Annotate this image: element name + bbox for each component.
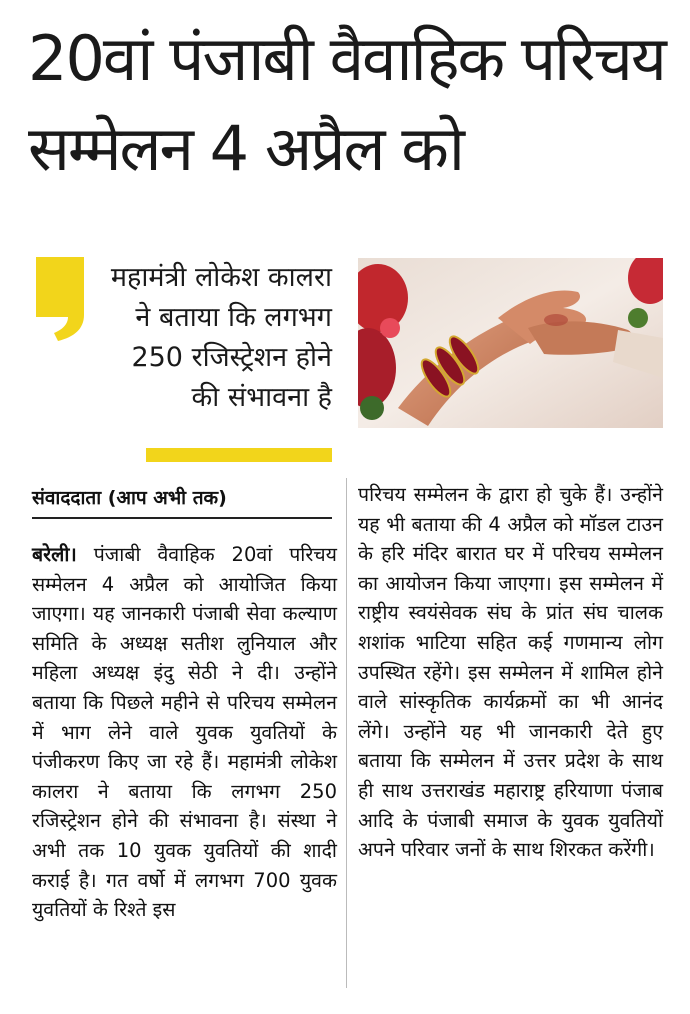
article-column-left [32, 540, 337, 925]
quote-mark-icon [36, 257, 84, 341]
column-divider [346, 478, 347, 988]
article-column-right [358, 480, 663, 865]
byline-block [32, 483, 332, 519]
byline-rule [32, 517, 332, 519]
wedding-hands-photo [358, 258, 663, 428]
dateline: बरेली। [32, 543, 77, 566]
pull-quote-underline [146, 448, 332, 462]
article-text-left: पंजाबी वैवाहिक 20वां परिचय सम्मेलन 4 अप्रैल को आयोजित किया जाएगा। यह जानकारी पंजाबी सेवा कल्याण समिति के अध्यक्ष सतीश लुनियाल और महिला अध्यक्ष इंदु सेठी ने दी। उन्होंने बताया कि पिछले महीने से परिचय सम्मेलन में भाग लेने वाले युवक युवतियों के पंजीकरण किए जा रहे हैं। महामंत्री लोकेश कालरा ने बताया कि लगभग 250 रजिस्ट्रेशन होने की संभावना है। संस्था ने अभी तक 10 युवक युवतियों की शादी कराई है। गत वर्षो में लगभग 700 युवक युवतियों के रिश्ते इस [32, 543, 337, 922]
headline: 20वां पंजाबी वैवाहिक परिचय सम्मेलन 4 अप्रैल को [28, 22, 665, 185]
pull-quote: महामंत्री लोकेश कालरा ने बताया कि लगभग 250 रजिस्ट्रेशन होने की संभावना है [110, 262, 332, 413]
byline: संवाददाता (आप अभी तक) [32, 487, 227, 509]
article-text-right: परिचय सम्मेलन के द्वारा हो चुके हैं। उन्होंने यह भी बताया की 4 अप्रैल को मॉडल टाउन के हरि मंदिर बारात घर में परिचय सम्मेलन का आयोजन किया जाएगा। इस सम्मेलन में राष्ट्रीय स्वयंसेवक संघ के प्रांत संघ चालक शशांक भाटिया सहित कई गणमान्य लोग उपस्थित रहेंगे। इस सम्मेलन में शामिल होने वाले सांस्कृतिक कार्यक्रमों का भी आनंद लेंगे। उन्होंने यह भी जानकारी देते हुए बताया कि सम्मेलन में उत्तर प्रदेश के साथ ही साथ उत्तराखंड महाराष्ट्र हरियाणा पंजाब आदि के पंजाबी समाज के युवक युवतियों अपने परिवार जनों के साथ शिरकत करेंगी। [358, 483, 663, 862]
